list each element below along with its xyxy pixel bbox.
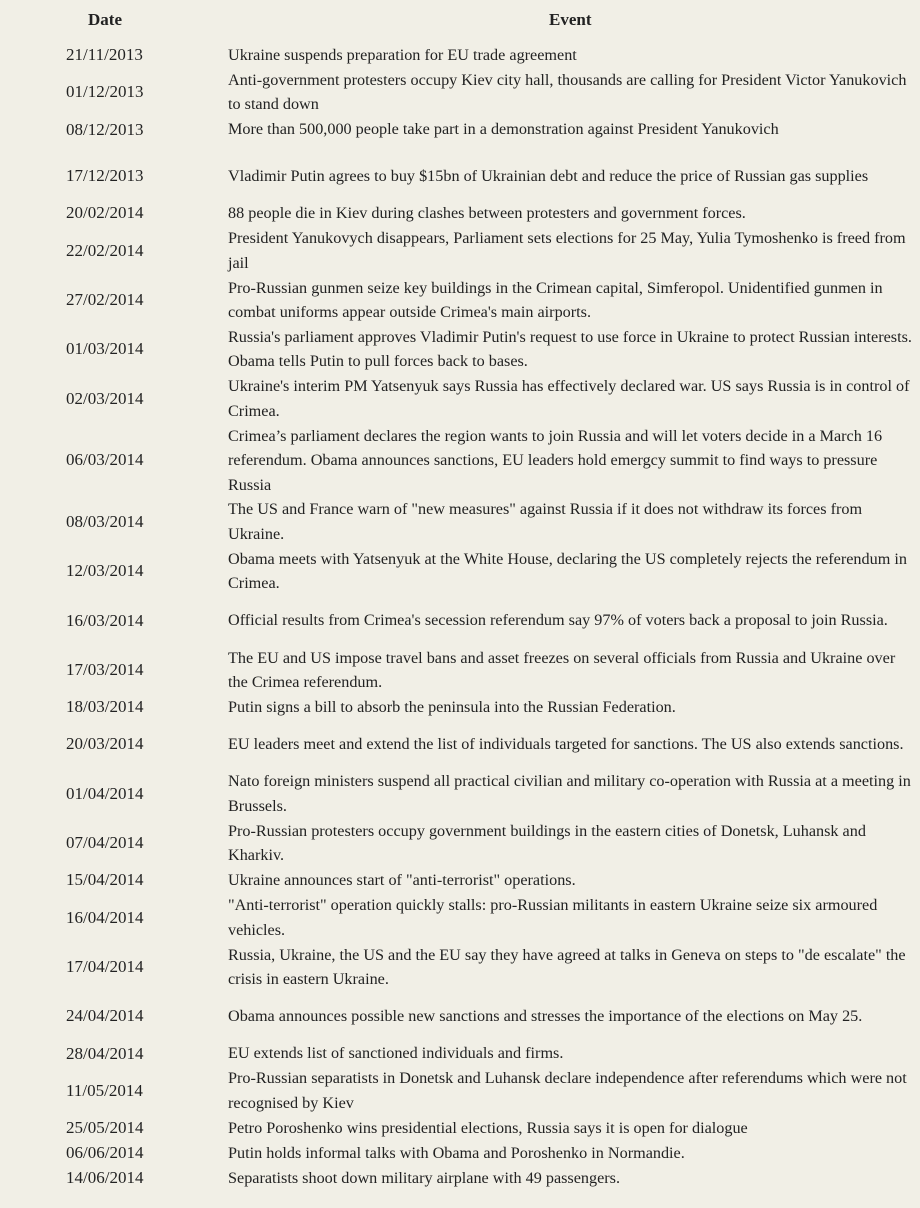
table-row bbox=[0, 992, 920, 1041]
table-row bbox=[0, 547, 920, 596]
date-cell: 01/03/2014 bbox=[66, 339, 144, 359]
table-row bbox=[0, 868, 920, 892]
table-row bbox=[0, 1141, 920, 1165]
table-row bbox=[0, 117, 920, 141]
date-cell: 15/04/2014 bbox=[66, 870, 144, 890]
table-row bbox=[0, 1166, 920, 1190]
table-row bbox=[0, 695, 920, 719]
event-cell: Pro-Russian protesters occupy government buildings in the eastern cities of Donetsk, Luhansk and Kharkiv. bbox=[228, 821, 866, 865]
event-cell: Ukraine's interim PM Yatsenyuk says Russia has effectively declared war. US says Russia is in control of Crimea. bbox=[228, 377, 910, 420]
event-cell: More than 500,000 people take part in a demonstration against President Yanukovich bbox=[228, 120, 779, 139]
date-cell: 20/02/2014 bbox=[66, 203, 144, 223]
date-cell: 12/03/2014 bbox=[66, 561, 144, 581]
date-cell: 08/03/2014 bbox=[66, 511, 144, 531]
date-cell: 01/12/2013 bbox=[66, 82, 144, 102]
date-cell: 06/03/2014 bbox=[66, 450, 144, 470]
event-cell: The EU and US impose travel bans and asset freezes on several officials from Russia and Ukraine over the Crimea referendum. bbox=[228, 648, 896, 692]
event-cell: Pro-Russian gunmen seize key buildings in the Crimean capital, Simferopol. Unidentified gunmen in combat uniforms appear outside Crimea's main airports. bbox=[228, 278, 883, 321]
date-cell: 16/03/2014 bbox=[66, 610, 144, 630]
event-cell: Russia, Ukraine, the US and the EU say they have agreed at talks in Geneva on steps to "de escalate" the crisis in eastern Ukraine. bbox=[228, 945, 906, 988]
date-column-header: Date bbox=[88, 10, 122, 29]
date-cell: 17/04/2014 bbox=[66, 956, 144, 976]
date-cell: 01/04/2014 bbox=[66, 783, 144, 803]
table-row bbox=[0, 943, 920, 992]
date-cell: 18/03/2014 bbox=[66, 697, 144, 717]
event-cell: EU leaders meet and extend the list of individuals targeted for sanctions. The US also extends sanctions. bbox=[228, 735, 904, 754]
event-cell: Vladimir Putin agrees to buy $15bn of Ukrainian debt and reduce the price of Russian gas supplies bbox=[228, 166, 869, 185]
table-header bbox=[0, 0, 920, 38]
table-row bbox=[0, 819, 920, 868]
event-cell: EU extends list of sanctioned individuals and firms. bbox=[228, 1044, 564, 1063]
table-row bbox=[0, 1041, 920, 1065]
table-row bbox=[0, 276, 920, 325]
event-cell: 88 people die in Kiev during clashes between protesters and government forces. bbox=[228, 204, 746, 223]
date-cell: 28/04/2014 bbox=[66, 1043, 144, 1063]
event-column-header: Event bbox=[549, 10, 592, 29]
event-cell: Anti-government protesters occupy Kiev city hall, thousands are calling for President Victor Yanukovich to stand down bbox=[228, 70, 907, 114]
date-cell: 14/06/2014 bbox=[66, 1167, 144, 1187]
event-cell: Crimea’s parliament declares the region wants to join Russia and will let voters decide in a March 16 referendum. Obama announces sanctions, EU leaders hold emergcy summit to find ways to pressure Russia bbox=[228, 426, 883, 494]
event-cell: Ukraine announces start of "anti-terrorist" operations. bbox=[228, 871, 576, 890]
date-cell: 20/03/2014 bbox=[66, 734, 144, 754]
event-cell: The US and France warn of "new measures" against Russia if it does not withdraw its forces from Ukraine. bbox=[228, 500, 863, 543]
date-cell: 17/03/2014 bbox=[66, 660, 144, 680]
table-row bbox=[0, 497, 920, 546]
date-cell: 02/03/2014 bbox=[66, 388, 144, 408]
date-cell: 27/02/2014 bbox=[66, 289, 144, 309]
table-row bbox=[0, 769, 920, 818]
table-row bbox=[0, 68, 920, 117]
table-row bbox=[0, 325, 920, 374]
event-cell: Russia's parliament approves Vladimir Putin's request to use force in Ukraine to protect Russian interests. Obama tells Putin to pull forces back to bases. bbox=[228, 327, 912, 371]
date-cell: 21/11/2013 bbox=[66, 45, 143, 65]
date-cell: 07/04/2014 bbox=[66, 833, 144, 853]
table-row bbox=[0, 424, 920, 497]
event-cell: Petro Poroshenko wins presidential elections, Russia says it is open for dialogue bbox=[228, 1118, 748, 1137]
table-row bbox=[0, 646, 920, 695]
event-cell: Pro-Russian separatists in Donetsk and Luhansk declare independence after referendums which were not recognised by Kiev bbox=[228, 1069, 907, 1112]
date-cell: 11/05/2014 bbox=[66, 1080, 143, 1100]
date-cell: 25/05/2014 bbox=[66, 1117, 144, 1137]
table-row bbox=[0, 374, 920, 423]
table-row bbox=[0, 201, 920, 225]
event-cell: Obama meets with Yatsenyuk at the White House, declaring the US completely rejects the referendum in Crimea. bbox=[228, 549, 907, 593]
table-row bbox=[0, 152, 920, 201]
table-row bbox=[0, 893, 920, 942]
table-row bbox=[0, 226, 920, 275]
date-cell: 06/06/2014 bbox=[66, 1142, 144, 1162]
event-cell: President Yanukovych disappears, Parliament sets elections for 25 May, Yulia Tymoshenko is freed from jail bbox=[228, 229, 906, 272]
event-cell: Separatists shoot down military airplane with 49 passengers. bbox=[228, 1168, 621, 1187]
event-cell: Putin holds informal talks with Obama and Poroshenko in Normandie. bbox=[228, 1143, 685, 1162]
date-cell: 17/12/2013 bbox=[66, 166, 144, 186]
table-row bbox=[0, 1116, 920, 1140]
date-cell: 16/04/2014 bbox=[66, 907, 144, 927]
table-body bbox=[0, 43, 920, 1191]
date-cell: 22/02/2014 bbox=[66, 240, 144, 260]
table-row bbox=[0, 720, 920, 769]
date-cell: 24/04/2014 bbox=[66, 1006, 144, 1026]
event-cell: Nato foreign ministers suspend all practical civilian and military co-operation with Russia at a meeting in Brussels. bbox=[228, 772, 911, 815]
table-row bbox=[0, 596, 920, 645]
event-cell: Official results from Crimea's secession referendum say 97% of voters back a proposal to join Russia. bbox=[228, 611, 888, 630]
event-cell: Obama announces possible new sanctions and stresses the importance of the elections on May 25. bbox=[228, 1007, 863, 1026]
event-cell: Putin signs a bill to absorb the peninsula into the Russian Federation. bbox=[228, 698, 676, 717]
event-cell: "Anti-terrorist" operation quickly stalls: pro-Russian militants in eastern Ukraine seize six armoured vehicles. bbox=[228, 896, 878, 939]
table-row bbox=[0, 1066, 920, 1115]
event-cell: Ukraine suspends preparation for EU trade agreement bbox=[228, 46, 577, 64]
table-row bbox=[0, 43, 920, 67]
date-cell: 08/12/2013 bbox=[66, 119, 144, 139]
